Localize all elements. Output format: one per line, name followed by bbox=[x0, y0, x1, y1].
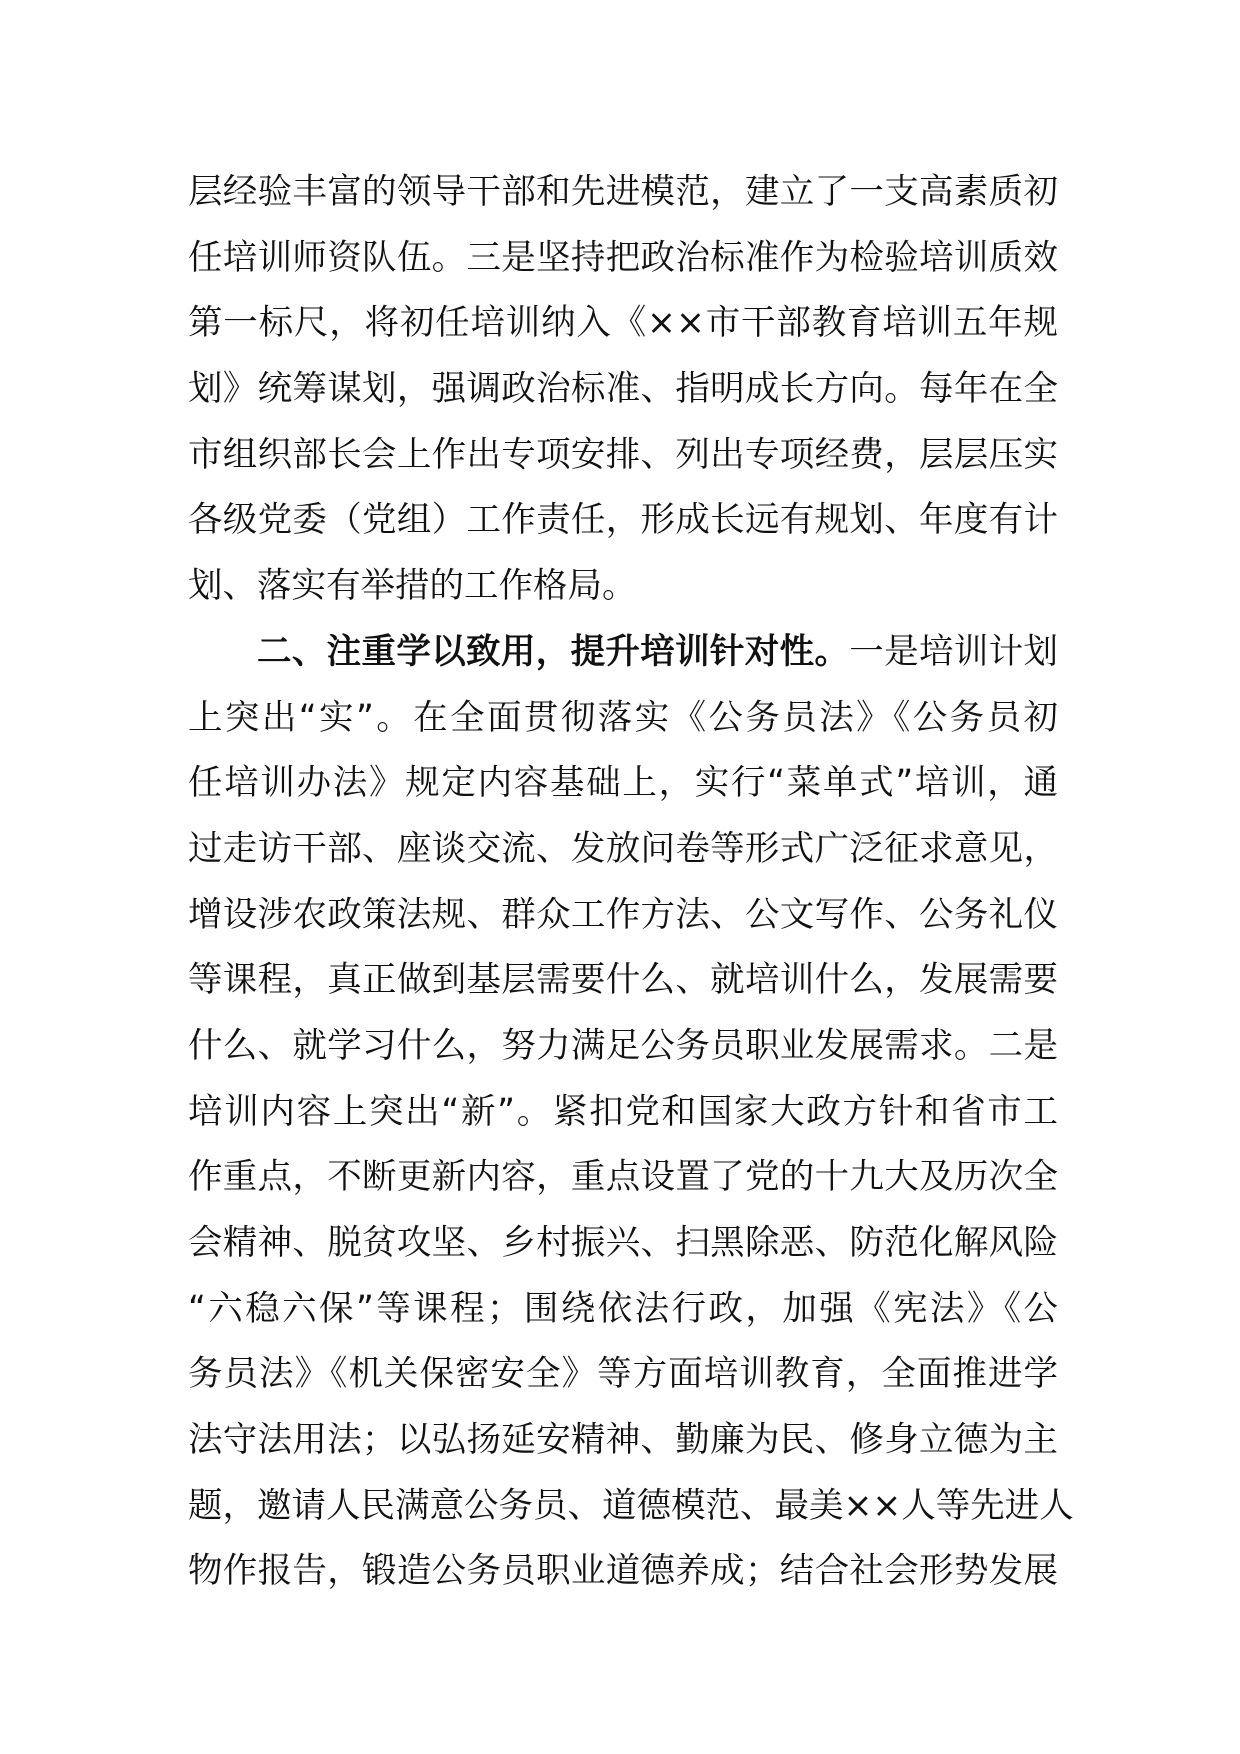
text-line: 划、落实有举措的工作格局。 bbox=[188, 566, 637, 607]
text-line: 第一标尺，将初任培训纳入《××市干部教育培训五年规 bbox=[188, 303, 1058, 344]
text-line: 作重点，不断更新内容，重点设置了党的十九大及历次全 bbox=[188, 1157, 1058, 1198]
text-line: 市组织部长会上作出专项安排、列出专项经费，层层压实 bbox=[188, 434, 1058, 475]
text-line: 物作报告，锻造公务员职业道德养成；结合社会形势发展 bbox=[188, 1551, 1058, 1592]
text-line: “六稳六保”等课程；围绕依法行政，加强《宪法》《公 bbox=[188, 1288, 1058, 1329]
heading-trailing-text: 一是培训计划 bbox=[849, 631, 1059, 672]
text-line: 题，邀请人民满意公务员、道德模范、最美××人等先进人 bbox=[188, 1485, 1074, 1526]
text-line: 任培训办法》规定内容基础上，实行“菜单式”培训，通 bbox=[188, 763, 1058, 804]
text-line: 任培训师资队伍。三是坚持把政治标准作为检验培训质效 bbox=[188, 237, 1058, 278]
text-line: 层经验丰富的领导干部和先进模范，建立了一支高素质初 bbox=[188, 172, 1058, 212]
text-line: 划》统筹谋划，强调政治标准、指明成长方向。每年在全 bbox=[188, 369, 1058, 410]
text-line: 会精神、脱贫攻坚、乡村振兴、扫黑除恶、防范化解风险 bbox=[188, 1223, 1058, 1263]
section-heading: 二、注重学以致用，提升培训针对性。 bbox=[257, 631, 850, 672]
text-line: 法守法用法；以弘扬延安精神、勤廉为民、修身立德为主 bbox=[188, 1420, 1058, 1461]
paragraph-1 bbox=[188, 160, 1058, 620]
paragraph-2-first-line bbox=[188, 620, 1058, 686]
text-line: 上突出“实”。在全面贯彻落实《公务员法》《公务员初 bbox=[188, 697, 1058, 738]
paragraph-2 bbox=[188, 620, 1074, 1605]
text-line: 等课程，真正做到基层需要什么、就培训什么，发展需要 bbox=[188, 960, 1058, 1001]
text-line: 培训内容上突出“新”。紧扣党和国家大政方针和省市工 bbox=[188, 1091, 1058, 1132]
text-line: 增设涉农政策法规、群众工作方法、公文写作、公务礼仪 bbox=[188, 894, 1058, 935]
text-line: 过走访干部、座谈交流、发放问卷等形式广泛征求意见， bbox=[188, 828, 1058, 869]
text-line: 什么、就学习什么，努力满足公务员职业发展需求。二是 bbox=[188, 1025, 1058, 1066]
document-body bbox=[188, 160, 1074, 1605]
text-line: 务员法》《机关保密安全》等方面培训教育，全面推进学 bbox=[188, 1354, 1058, 1395]
text-line: 各级党委（党组）工作责任，形成长远有规划、年度有计 bbox=[188, 500, 1058, 541]
